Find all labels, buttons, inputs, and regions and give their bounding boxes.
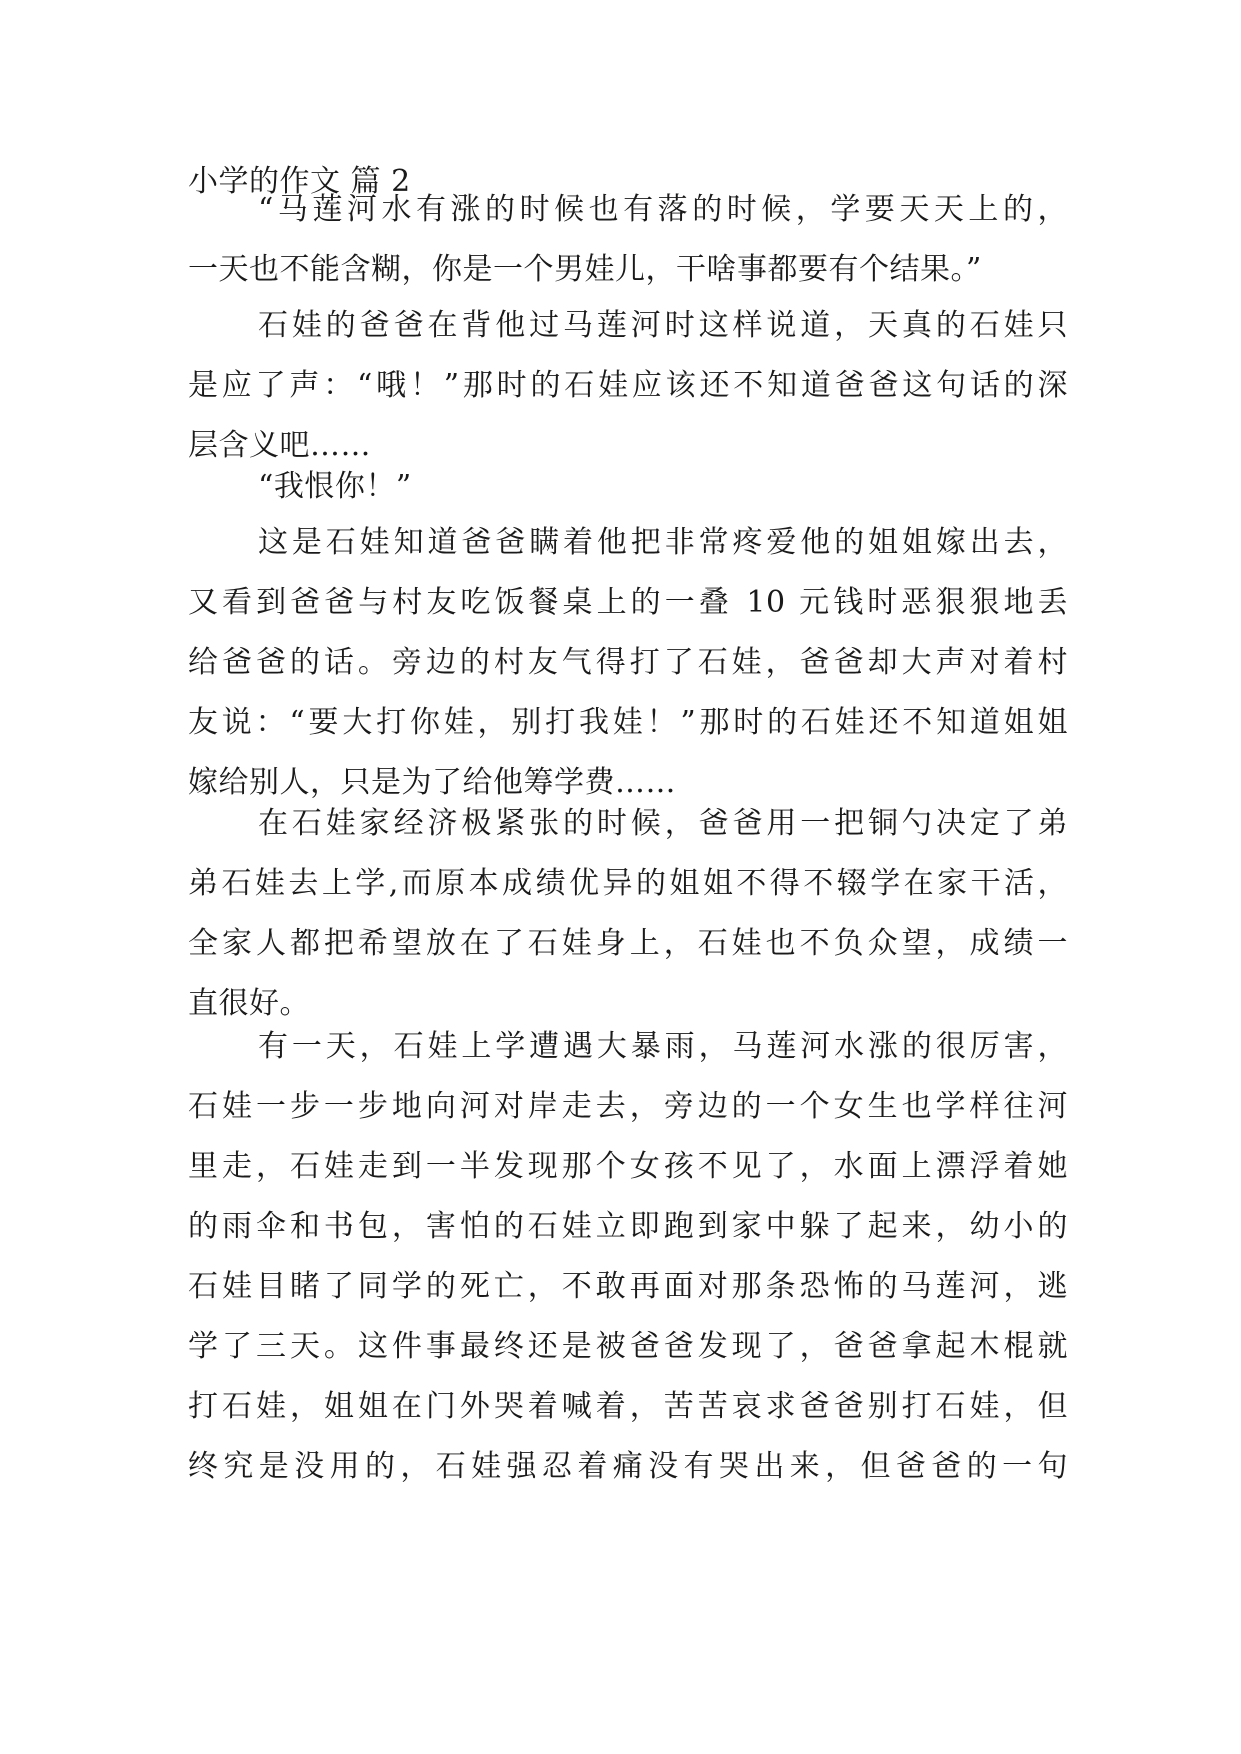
text-line: 层含义吧…… [188, 428, 371, 463]
text-line: 石娃一步一步地向河对岸走去，旁边的一个女生也学样往河 [188, 1089, 1068, 1124]
paragraph-2 [188, 296, 1068, 476]
text-line: 全家人都把希望放在了石娃身上，石娃也不负众望，成绩一 [188, 926, 1068, 961]
paragraph-1 [188, 180, 1068, 300]
text-line: 的雨伞和书包，害怕的石娃立即跑到家中躲了起来，幼小的 [188, 1209, 1068, 1244]
paragraph-5 [188, 794, 1068, 1034]
text-line: 打石娃，姐姐在门外哭着喊着，苦苦哀求爸爸别打石娃，但 [188, 1389, 1068, 1424]
text-line: 弟石娃去上学,而原本成绩优异的姐姐不得不辍学在家干活， [188, 866, 1068, 901]
text-line: 学了三天。这件事最终还是被爸爸发现了，爸爸拿起木棍就 [188, 1329, 1068, 1364]
text-line: 在石娃家经济极紧张的时候，爸爸用一把铜勺决定了弟 [258, 806, 1068, 841]
text-line: 这是石娃知道爸爸瞒着他把非常疼爱他的姐姐嫁出去， [258, 525, 1068, 560]
paragraph-3 [188, 457, 1068, 517]
text-line: 又看到爸爸与村友吃饭餐桌上的一叠 10 元钱时恶狠狠地丢 [188, 585, 1068, 620]
text-line: 石娃目睹了同学的死亡，不敢再面对那条恐怖的马莲河，逃 [188, 1269, 1068, 1304]
text-line: “我恨你！” [258, 469, 412, 504]
text-line: “马莲河水有涨的时候也有落的时候，学要天天上的， [258, 192, 1068, 227]
text-line: 嫁给别人，只是为了给他筹学费…… [188, 765, 676, 800]
text-line: 有一天，石娃上学遭遇大暴雨，马莲河水涨的很厉害， [258, 1029, 1068, 1064]
text-line: 终究是没用的，石娃强忍着痛没有哭出来，但爸爸的一句 [188, 1449, 1068, 1484]
text-line: 直很好。 [188, 986, 310, 1021]
text-line: 给爸爸的话。旁边的村友气得打了石娃，爸爸却大声对着村 [188, 645, 1068, 680]
paragraph-6 [188, 1017, 1068, 1497]
paragraph-4 [188, 513, 1068, 813]
text-line: 友说：“要大打你娃，别打我娃！”那时的石娃还不知道姐姐 [188, 705, 1068, 740]
text-line: 一天也不能含糊，你是一个男娃儿，干啥事都要有个结果。” [188, 252, 982, 287]
text-line: 是应了声：“哦！”那时的石娃应该还不知道爸爸这句话的深 [188, 368, 1068, 403]
document-title: 小学的作文 篇 2 [188, 164, 411, 199]
text-line: 里走，石娃走到一半发现那个女孩不见了，水面上漂浮着她 [188, 1149, 1068, 1184]
text-line: 石娃的爸爸在背他过马莲河时这样说道，天真的石娃只 [258, 308, 1068, 343]
